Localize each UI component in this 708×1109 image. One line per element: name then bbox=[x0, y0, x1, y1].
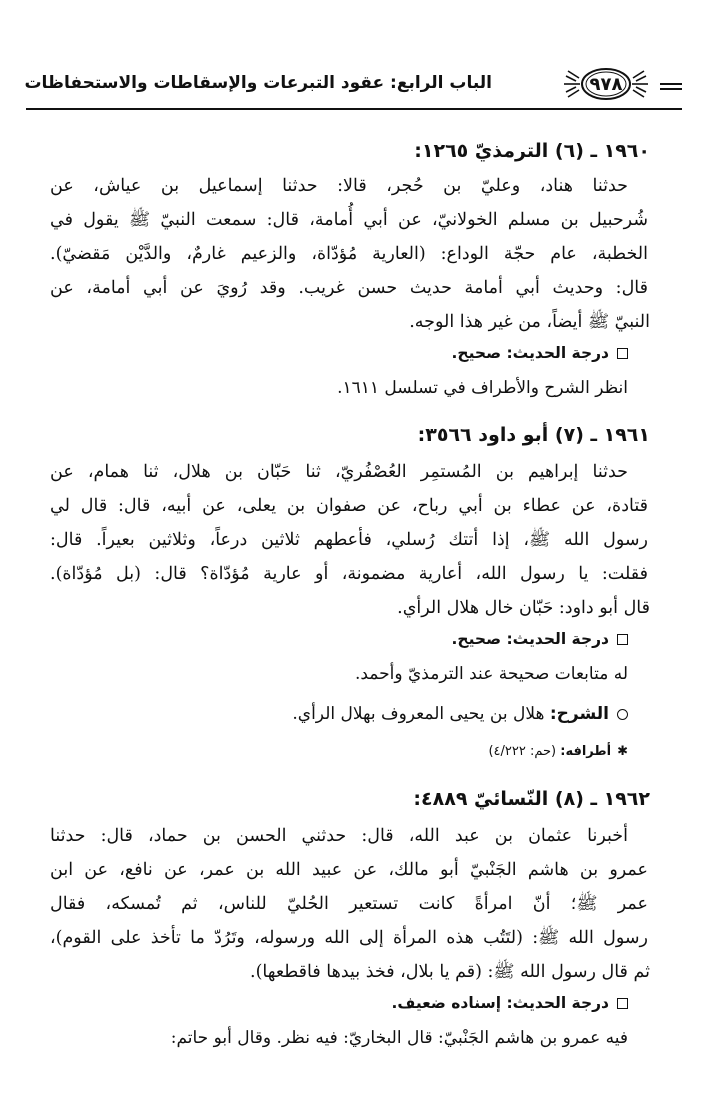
page-number: ٩٧٨ bbox=[589, 73, 623, 95]
circle-bullet-icon bbox=[617, 709, 628, 720]
double-dash-ornament bbox=[660, 83, 682, 85]
cross-reference-note: انظر الشرح والأطراف في تسلسل ١٦١١. bbox=[337, 378, 628, 398]
text-line: ثم قال رسول الله ﷺ: (قم يا بلال، فخذ بيدها فاقطعها). bbox=[250, 962, 650, 982]
narrator-note: فيه عمرو بن هاشم الجَنْبيّ: قال البخاريّ: فيه نظر. وقال أبو حاتم: bbox=[170, 1028, 628, 1048]
text-line: قال: وحديث أبي أمامة حديث حسن غريب. وقد رُويَ عن أبي أمامة، عن bbox=[50, 278, 648, 298]
text-line: حدثنا هناد، وعليّ بن حُجر، قالا: حدثنا إسماعيل بن عياش، عن bbox=[50, 176, 628, 196]
header-rule bbox=[26, 108, 682, 110]
asterisk-icon: ✱ bbox=[617, 744, 628, 759]
text-line: رسول الله ﷺ: (لتَتُب هذه المرأة إلى الله ورسوله، وتَرُدّ ما تأخذ على القوم)، bbox=[50, 928, 648, 948]
square-bullet-icon bbox=[617, 634, 628, 645]
text-line: عمر ﷺ؛ أنّ امرأةً كانت تستعير الحُليّ للناس، ثم تُمسكه، فقال bbox=[50, 894, 648, 914]
text-line: عمرو بن هاشم الجَنْبيّ أبو مالك، عن عبيد الله بن عمر، عن نافع، عن ابن bbox=[50, 860, 648, 880]
text-line: رسول الله ﷺ، إذا أتتك رُسلي، فأعطهم ثلاثين درعاً، وثلاثين بعيراً. قال: bbox=[50, 530, 648, 550]
hadith-grade: درجة الحديث: صحيح. bbox=[452, 630, 628, 648]
text-line: أخبرنا عثمان بن عبد الله، قال: حدثني الحسن بن حماد، قال: حدثنا bbox=[50, 826, 628, 846]
text-line: النبيّ ﷺ أيضاً، من غير هذا الوجه. bbox=[409, 312, 650, 332]
commentary-line: الشرح: هلال بن يحيى المعروف بهلال الرأي. bbox=[292, 704, 628, 724]
atraf-line: ✱أطرافه: (حم: ٤/٢٢٢) bbox=[488, 744, 628, 759]
page-number-badge bbox=[560, 66, 652, 102]
hadith-grade: درجة الحديث: إسناده ضعيف. bbox=[391, 994, 628, 1012]
running-header bbox=[26, 66, 682, 110]
hadith-heading-1961: ١٩٦١ ـ (٧) أبو داود ٣٥٦٦: bbox=[417, 424, 650, 446]
text-line: شُرحبيل بن مسلم الخولانيّ، عن أبي أُمامة، قال: سمعت النبيّ ﷺ يقول في bbox=[50, 210, 648, 230]
square-bullet-icon bbox=[617, 998, 628, 1009]
chapter-title: الباب الرابع: عقود التبرعات والإسقاطات والاستحفاظات bbox=[24, 73, 492, 93]
hadith-grade: درجة الحديث: صحيح. bbox=[452, 344, 628, 362]
text-line: حدثنا إبراهيم بن المُستمِر العُصْفُريّ، ثنا حَبّان بن هلال، ثنا همام، عن bbox=[50, 462, 628, 482]
hadith-heading-1962: ١٩٦٢ ـ (٨) النّسائيّ ٤٨٨٩: bbox=[413, 788, 650, 810]
corroboration-note: له متابعات صحيحة عند الترمذيّ وأحمد. bbox=[354, 664, 628, 684]
hadith-heading-1960: ١٩٦٠ ـ (٦) الترمذيّ ١٢٦٥: bbox=[414, 140, 650, 162]
text-line: الخطبة، عام حجّة الوداع: (العارية مُؤدّاة، والزعيم غارمٌ، والدَّيْن مَقضيّ). bbox=[50, 244, 648, 264]
text-line: قال أبو داود: حَبّان خال هلال الرأي. bbox=[397, 598, 650, 618]
text-line: فقلت: يا رسول الله، أعارية مضمونة، أو عارية مُؤدّاة؟ قال: (بل مُؤدّاة). bbox=[50, 564, 648, 584]
text-line: قتادة، عن عطاء بن أبي رباح، عن صفوان بن يعلى، عن أبيه، قال: قال لي bbox=[50, 496, 649, 516]
square-bullet-icon bbox=[617, 348, 628, 359]
